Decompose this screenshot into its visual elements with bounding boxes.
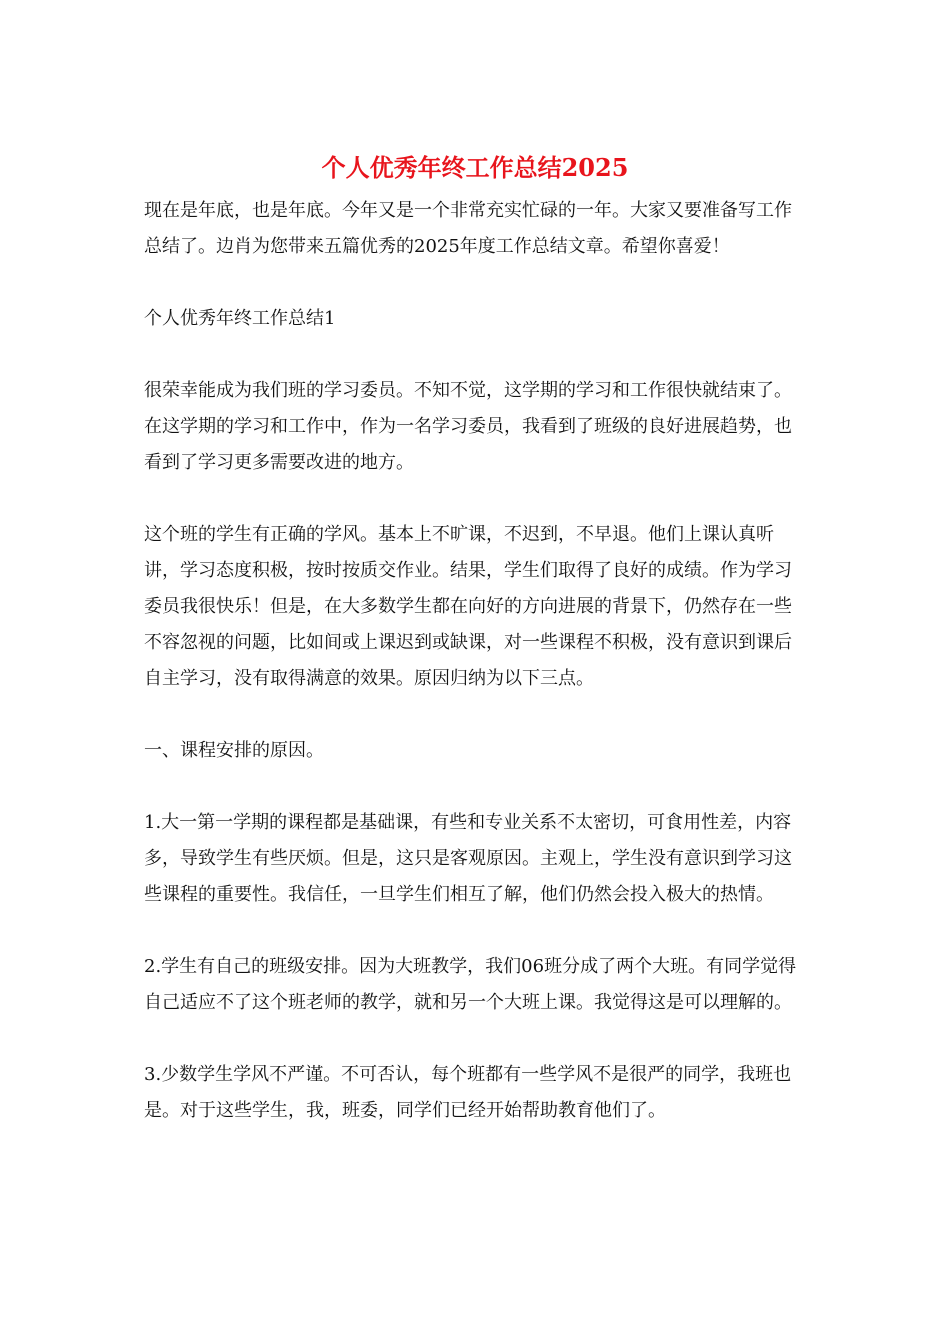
document-title: 个人优秀年终工作总结2025 [321, 153, 629, 182]
list-item: 1.大一第一学期的课程都是基础课，有些和专业关系不太密切，可食用性差，内容多，导致学生有些厌烦。但是，这只是客观原因。主观上，学生没有意识到学习这些课程的重要性。我信任，一旦学生们相互了解，他们仍然会投入极大的热情。 [144, 812, 792, 905]
intro-paragraph: 现在是年底，也是年底。今年又是一个非常充实忙碌的一年。大家又要准备写工作总结了。边肖为您带来五篇优秀的2025年度工作总结文章。希望你喜爱！ [144, 200, 792, 257]
subsection-heading: 一、课程安排的原因。 [144, 740, 324, 761]
section-heading: 个人优秀年终工作总结1 [144, 308, 336, 329]
list-item: 3.少数学生学风不严谨。不可否认，每个班都有一些学风不是很严的同学，我班也是。对于这些学生，我，班委，同学们已经开始帮助教育他们了。 [144, 1064, 792, 1121]
body-paragraph: 很荣幸能成为我们班的学习委员。不知不觉，这学期的学习和工作很快就结束了。在这学期的学习和工作中，作为一名学习委员，我看到了班级的良好进展趋势，也看到了学习更多需要改进的地方。 [144, 380, 792, 473]
list-item: 2.学生有自己的班级安排。因为大班教学，我们06班分成了两个大班。有同学觉得自己适应不了这个班老师的教学，就和另一个大班上课。我觉得这是可以理解的。 [144, 956, 797, 1013]
document-body [144, 193, 808, 1165]
body-paragraph: 这个班的学生有正确的学风。基本上不旷课，不迟到，不早退。他们上课认真听讲，学习态度积极，按时按质交作业。结果，学生们取得了良好的成绩。作为学习委员我很快乐！但是，在大多数学生都在向好的方向进展的背景下，仍然存在一些不容忽视的问题，比如间或上课迟到或缺课，对一些课程不积极，没有意识到课后自主学习，没有取得满意的效果。原因归纳为以下三点。 [144, 524, 792, 689]
